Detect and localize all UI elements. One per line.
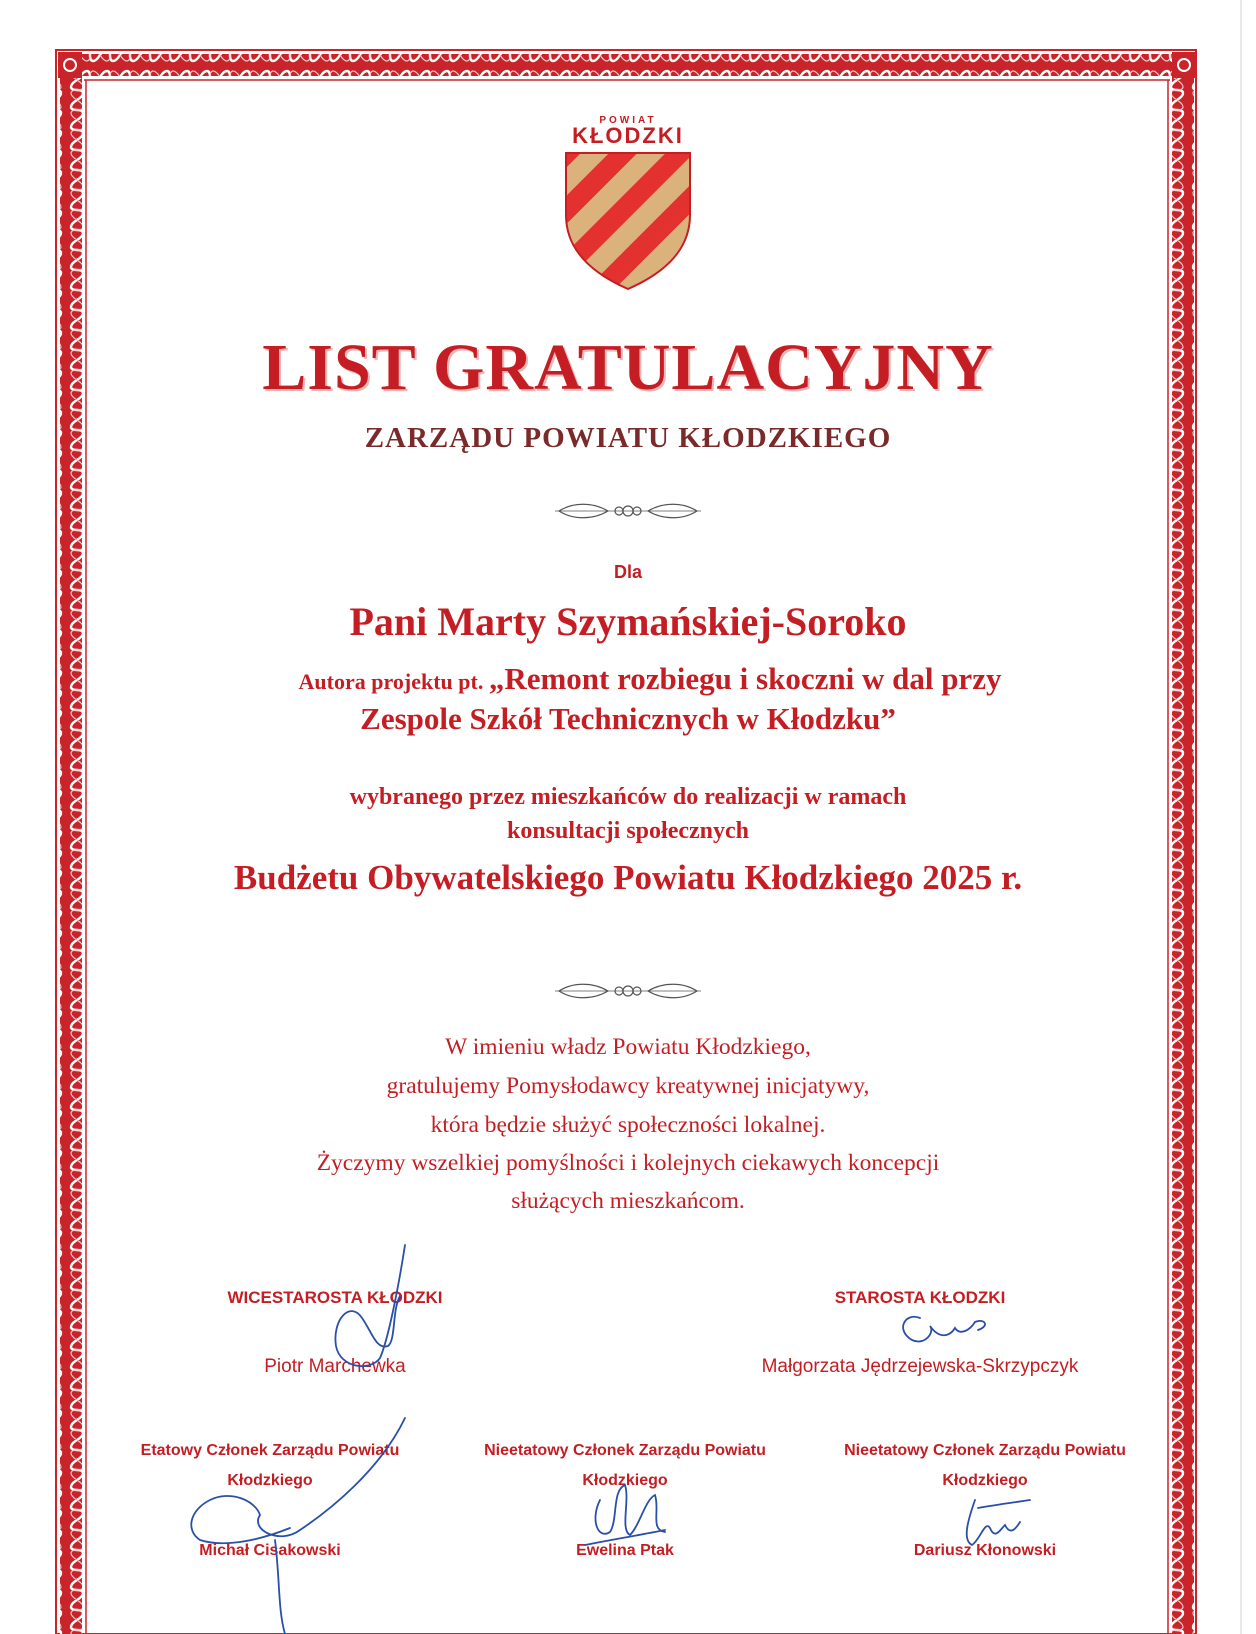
flourish-divider-icon: [553, 500, 703, 522]
message-line-3: która będzie służyć społeczności lokalnej.: [430, 1112, 826, 1138]
message-line-4: Życzymy wszelkiej pomyślności i kolejnych ciekawych koncepcji: [316, 1150, 940, 1176]
project-title-part-2: Zespole Szkół Technicznych w Kłodzku”: [360, 701, 896, 736]
message-line-1: W imieniu władz Powiatu Kłodzkiego,: [445, 1034, 811, 1060]
message-line-5: służących mieszkańcom.: [511, 1188, 745, 1214]
member-3-title: [810, 1436, 1160, 1496]
selection-line-2: konsultacji społecznych: [506, 818, 749, 844]
page-subtitle: ZARZĄDU POWIATU KŁODZKIEGO: [364, 422, 892, 454]
page-title: LIST GRATULACYJNY: [262, 331, 994, 404]
member-1-title-line-1: Etatowy Członek Zarządu Powiatu: [140, 1442, 400, 1459]
member-2-title-line-2: Kłodzkiego: [582, 1472, 668, 1489]
project-line-1: [120, 660, 1180, 704]
member-1-title-line-2: Kłodzkiego: [227, 1472, 313, 1489]
member-3-title-line-1: Nieetatowy Członek Zarządu Powiatu: [844, 1442, 1126, 1459]
vice-starosta-name: Piotr Marchewka: [264, 1356, 406, 1377]
recipient-name: Pani Marty Szymańskiej-Soroko: [349, 599, 907, 644]
member-3-title-line-2: Kłodzkiego: [942, 1472, 1028, 1489]
selection-line-1: wybranego przez mieszkańców do realizacji w ramach: [349, 784, 907, 810]
project-title-part-1: „Remont rozbiegu i skoczni w dal przy: [488, 661, 1002, 696]
starosta-title: STAROSTA KŁODZKI: [834, 1288, 1006, 1307]
shield-icon: [562, 149, 694, 291]
project-prefix: Autora projektu pt.: [298, 669, 489, 694]
member-1-name: Michał Cisakowski: [199, 1542, 341, 1559]
member-2-title: [450, 1436, 800, 1496]
for-label: Dla: [613, 562, 642, 582]
member-2-name: Ewelina Ptak: [576, 1542, 674, 1559]
message-line-2: gratulujemy Pomysłodawcy kreatywnej inicjatywy,: [386, 1073, 870, 1099]
member-2-title-line-1: Nieetatowy Członek Zarządu Powiatu: [484, 1442, 766, 1459]
logo-top-text: POWIAT: [599, 115, 657, 126]
flourish-divider-icon-2: [553, 980, 703, 1002]
starosta-name: Małgorzata Jędrzejewska-Skrzypczyk: [761, 1356, 1079, 1377]
logo-main-text: KŁODZKI: [572, 123, 684, 148]
powiat-klodzki-logo: [558, 115, 698, 295]
member-3-name: Dariusz Kłonowski: [913, 1542, 1057, 1559]
member-1-title: [100, 1436, 440, 1496]
budget-title: Budżetu Obywatelskiego Powiatu Kłodzkiego 2025 r.: [233, 858, 1023, 897]
vice-starosta-title: WICESTAROSTA KŁODZKI: [227, 1288, 443, 1307]
